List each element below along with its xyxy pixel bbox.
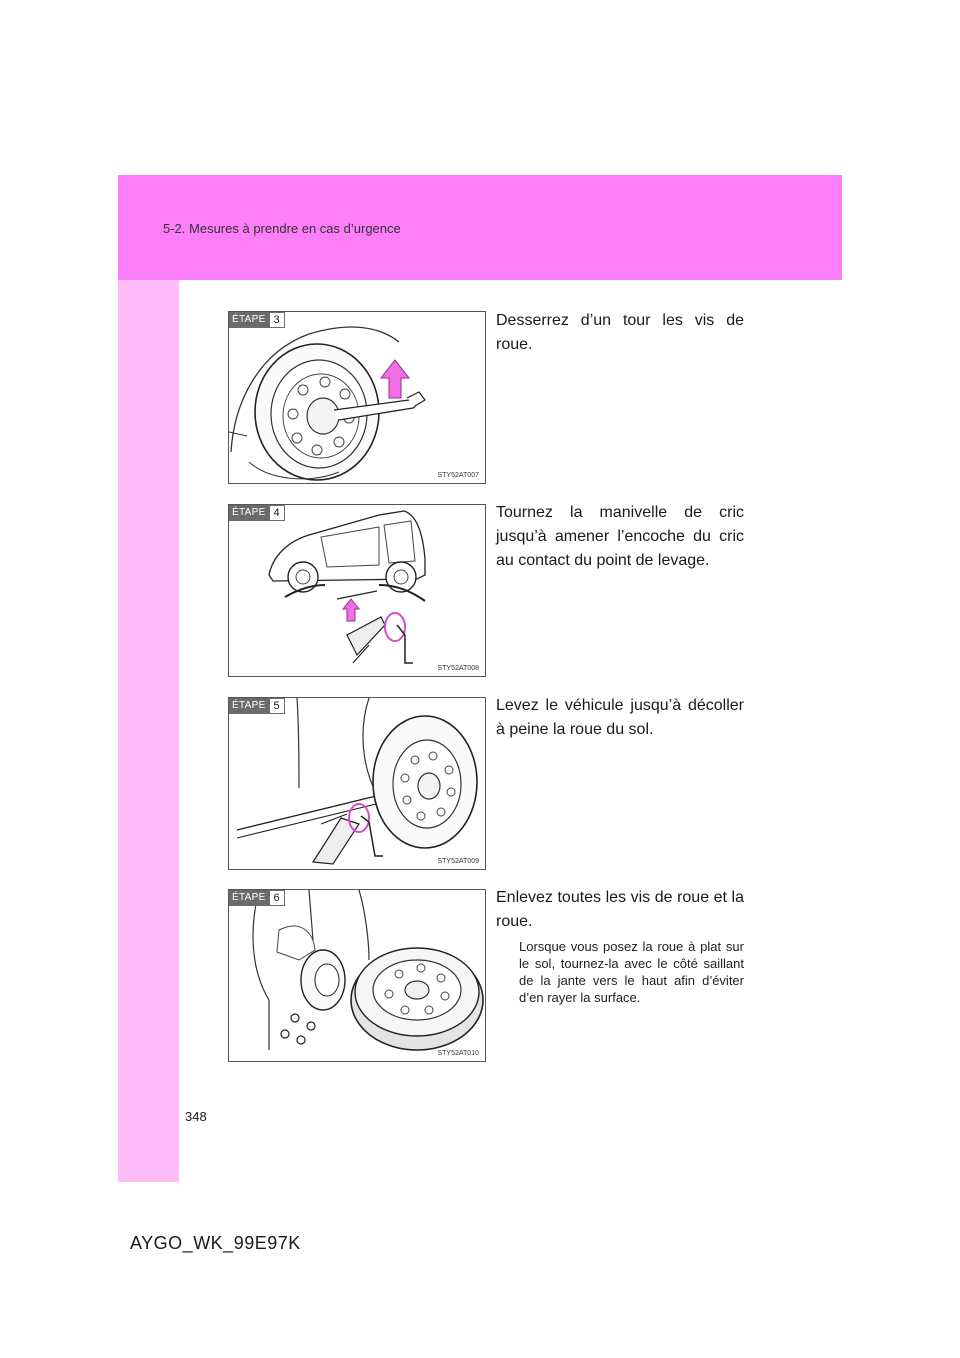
step-5-text: Levez le véhicule jusqu’à décoller à peine la roue du sol. — [496, 697, 744, 738]
figure-code: STY52AT010 — [437, 1050, 479, 1057]
remove-wheel-drawing — [229, 890, 485, 1061]
step-number: 5 — [269, 698, 285, 714]
step-badge — [229, 312, 285, 328]
step-6-text: Enlevez toutes les vis de roue et la roue. — [496, 889, 744, 930]
step-5-illustration — [228, 697, 486, 870]
figure-code: STY52AT008 — [437, 665, 479, 672]
step-4-illustration — [228, 504, 486, 677]
document-code: AYGO_WK_99E97K — [130, 1233, 301, 1253]
step-badge — [229, 505, 285, 521]
step-4-text: Tournez la manivelle de cric jusqu’à amener l’encoche du cric au contact du point de levage. — [496, 504, 744, 569]
step-badge — [229, 890, 285, 906]
step-6-illustration — [228, 889, 486, 1062]
step-label: ÉTAPE — [229, 505, 269, 521]
raise-vehicle-drawing — [229, 698, 485, 869]
jack-positioning-drawing — [229, 505, 485, 676]
section-title: 5-2. Mesures à prendre en cas d’urgence — [163, 221, 401, 236]
step-badge — [229, 698, 285, 714]
step-number: 3 — [269, 312, 285, 328]
step-6-note: Lorsque vous posez la roue à plat sur le sol, tournez-la avec le côté saillant de la jante vers le haut afin d’éviter d’en rayer la surface. — [519, 939, 744, 1005]
step-label: ÉTAPE — [229, 312, 269, 328]
page-number: 348 — [185, 1109, 207, 1124]
step-number: 6 — [269, 890, 285, 906]
figure-code: STY52AT007 — [437, 472, 479, 479]
step-label: ÉTAPE — [229, 698, 269, 714]
step-3-text: Desserrez d’un tour les vis de roue. — [496, 312, 744, 353]
step-3-illustration — [228, 311, 486, 484]
step-number: 4 — [269, 505, 285, 521]
loosen-wheel-nuts-drawing — [229, 312, 485, 483]
side-strip — [118, 175, 179, 1182]
step-label: ÉTAPE — [229, 890, 269, 906]
figure-code: STY52AT009 — [437, 858, 479, 865]
